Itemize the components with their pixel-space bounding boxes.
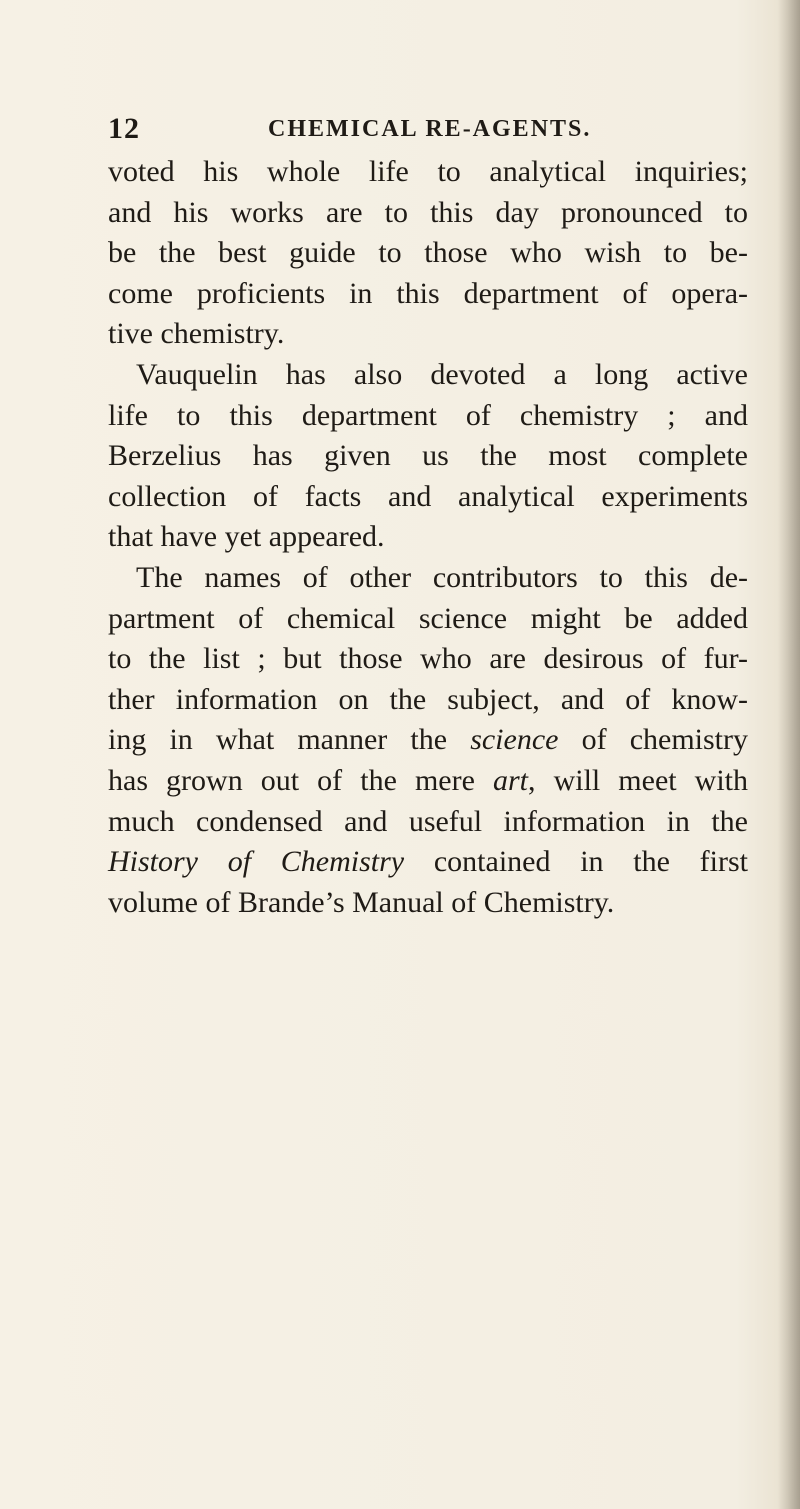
text-line: life to this department of chemistry ; and	[108, 398, 748, 432]
text-line: collection of facts and analytical experiments	[108, 479, 748, 513]
page-number: 12	[108, 112, 140, 145]
text-line	[108, 720, 748, 761]
text-line: Berzelius has given us the most complete	[108, 439, 748, 473]
text-line: come proficients in this department of opera-	[108, 276, 748, 310]
text-line: volume of Brande’s Manual of Chemistry.	[108, 885, 615, 919]
text-segment: of chemistry	[558, 723, 748, 757]
text-line: be the best guide to those who wish to be-	[108, 236, 748, 270]
text-line: much condensed and useful information in the	[108, 804, 748, 838]
running-head: CHEMICAL RE-AGENTS.	[268, 116, 592, 142]
text-line	[108, 761, 748, 802]
body-text	[108, 152, 748, 923]
text-line: to the list ; but those who are desirous of fur-	[108, 642, 748, 676]
page-header	[108, 112, 748, 152]
text-segment: contained in the first	[404, 845, 748, 879]
italic-title-history-of-chemistry: History of Chemistry	[108, 845, 405, 879]
text-segment: ing in what manner the	[108, 723, 471, 757]
text-segment: has grown out of the mere	[108, 763, 493, 797]
italic-term-art: art	[492, 763, 528, 797]
italic-term-science: science	[470, 723, 559, 757]
text-segment: , will meet with	[528, 763, 749, 797]
text-line: Vauquelin has also devoted a long active	[136, 357, 748, 391]
text-line: and his works are to this day pronounced to	[108, 195, 748, 229]
page-binding-shadow	[778, 0, 800, 1509]
text-line: tive chemistry.	[108, 317, 285, 351]
text-line: partment of chemical science might be added	[108, 601, 748, 635]
text-line: ther information on the subject, and of know-	[108, 682, 748, 716]
text-line: The names of other contributors to this de-	[136, 560, 748, 594]
text-line	[108, 842, 748, 883]
text-line: voted his whole life to analytical inquiries;	[108, 155, 748, 188]
text-line: that have yet appeared.	[108, 520, 385, 554]
